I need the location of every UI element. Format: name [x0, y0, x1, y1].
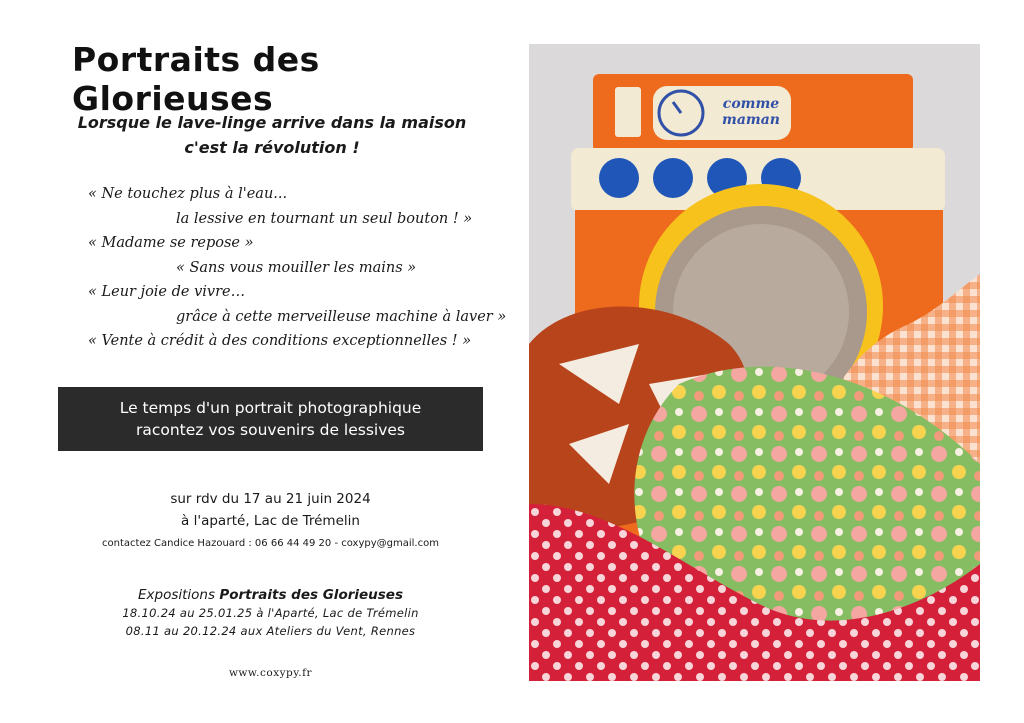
- quote-line: la lessive en tournant un seul bouton ! »: [176, 210, 473, 227]
- appointment-place: à l'aparté, Lac de Trémelin: [181, 513, 360, 529]
- knob-icon: [599, 158, 639, 198]
- lead-line-1: Lorsque le lave-linge arrive dans la maison: [77, 113, 467, 132]
- website-url: www.coxypy.fr: [228, 667, 313, 679]
- exhibition-line: 08.11 au 20.12.24 aux Ateliers du Vent, Rennes: [125, 624, 416, 638]
- knob-icon: [653, 158, 693, 198]
- toy-washing-machine-photo: [529, 44, 980, 681]
- exhibitions-info: [58, 586, 483, 640]
- lead-text: [62, 110, 482, 160]
- lead-line-2: c'est la révolution !: [184, 138, 360, 157]
- photo-illustration: [529, 44, 980, 681]
- quote-line: « Madame se repose »: [88, 235, 254, 251]
- quote-line: « Leur joie de vivre…: [88, 284, 246, 300]
- banner-line-1: Le temps d'un portrait photographique: [119, 399, 422, 417]
- call-to-action-banner: [58, 387, 483, 451]
- appointment-info: [58, 488, 483, 532]
- exhibitions-heading: [58, 586, 483, 604]
- appointment-dates: sur rdv du 17 au 21 juin 2024: [170, 491, 371, 507]
- toy-label-line-1: comme: [722, 96, 780, 112]
- quote-line: « Vente à crédit à des conditions exceptionnelles ! »: [88, 333, 472, 349]
- exhibitions-prefix: Expositions: [137, 587, 216, 603]
- exhibition-line: 18.10.24 au 25.01.25 à l'Aparté, Lac de Trémelin: [122, 606, 419, 620]
- exhibitions-name: Portraits des Glorieuses: [219, 587, 403, 603]
- quote-line: « Ne touchez plus à l'eau...: [88, 186, 288, 202]
- quote-line: grâce à cette merveilleuse machine à laver »: [176, 308, 507, 325]
- page-title: Portraits des Glorieuses: [72, 40, 320, 118]
- toy-label-line-2: maman: [722, 112, 780, 128]
- banner-line-2: racontez vos souvenirs de lessives: [135, 421, 406, 439]
- contact-info: contactez Candice Hazouard : 06 66 44 49 20 - coxypy@gmail.com: [102, 538, 439, 549]
- quote-line: « Sans vous mouiller les mains »: [176, 259, 417, 276]
- quotes-block: [88, 182, 507, 354]
